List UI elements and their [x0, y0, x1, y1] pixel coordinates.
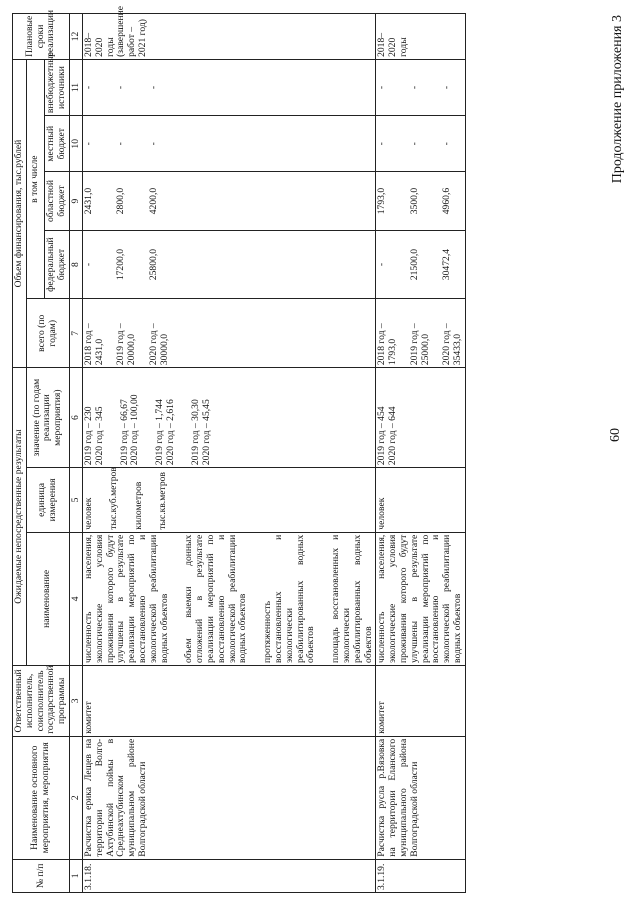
funding-extra: - - - [82, 59, 375, 115]
measure-name: Расчистка русла р.Вязовка на территории Еланского муниципального района Волгоградской области [376, 736, 465, 859]
funding-federal: - 17200,0 25800,0 [82, 230, 375, 299]
header-executor: Ответственный исполнитель, соисполнитель государственной программы [13, 665, 70, 736]
column-number-row [69, 14, 82, 893]
table-body [82, 5, 465, 893]
column-number: 12 [69, 14, 82, 60]
header-name: Наименование основного мероприятия, мероприятия [13, 736, 70, 859]
header-terms: Плановые сроки реализации [13, 14, 70, 60]
funding-total: 2018 год – 2431,0 2019 год – 20000,0 2020 год – 30000,0 [82, 299, 375, 368]
result-name: численность населения, экологические условия проживания которого будут улучшены в результате реализации мероприятий по восстановлению и экологической реабилитации водных объектов [82, 534, 170, 663]
header-result-name: наименование [26, 532, 69, 665]
result-value: 2019 год – 30,30 2020 год – 45,45 [189, 399, 212, 466]
result-unit: тыс.куб.метров [107, 467, 119, 530]
result-value: 2019 год – 454 2020 год – 644 [376, 406, 399, 466]
measure-name: Расчистка ерика Лещев на территории Волго-Ахтубинской поймы в Среднеахтубинском муниципальном районе Волгоградской области [82, 736, 375, 859]
result-unit-cell [82, 468, 375, 533]
column-number: 6 [69, 368, 82, 468]
header-extra: внебюджетные источники [45, 59, 70, 115]
header-federal: федеральный бюджет [45, 230, 70, 299]
header-unit: единица измерения [26, 468, 69, 533]
funding-local: - - - [376, 116, 465, 172]
result-value: 2019 год – 66,67 2020 год – 100,00 [118, 394, 141, 466]
result-name: площадь восстановленных и экологически реабилитированных водных объектов [330, 534, 374, 663]
result-value-cell [82, 368, 375, 468]
column-number: 7 [69, 299, 82, 368]
column-number: 10 [69, 116, 82, 172]
result-name: протяженность восстановленных и экологически реабилитированных водных объектов [262, 534, 317, 663]
row-number: 3.1.18. [82, 859, 375, 892]
column-number: 3 [69, 665, 82, 736]
result-unit: человек [376, 497, 388, 530]
column-number: 4 [69, 532, 82, 665]
header-total: всего (по годам) [26, 299, 69, 368]
funding-federal: - 21500,0 30472,4 [376, 230, 465, 299]
header-regional: областной бюджет [45, 172, 70, 230]
column-number: 1 [69, 859, 82, 892]
continuation-caption: Продолжение приложения 3 [610, 15, 625, 184]
funding-local: - - - [82, 116, 375, 172]
result-value: 2019 год – 1,744 2020 год – 2,616 [154, 399, 176, 466]
column-number: 11 [69, 59, 82, 115]
result-unit: человек [82, 497, 94, 530]
result-unit: километров [132, 481, 144, 530]
table-row [82, 14, 375, 893]
executor: комитет [376, 665, 465, 736]
result-unit: тыс.кв.метров [157, 472, 169, 530]
page-number: 60 [608, 428, 623, 442]
funding-regional: 2431,0 2800,0 4200,0 [82, 172, 375, 230]
result-value-cell [376, 368, 465, 468]
program-table [12, 5, 466, 893]
executor: комитет [82, 665, 375, 736]
row-number: 3.1.19. [376, 859, 465, 892]
funding-total: 2018 год – 1793,0 2019 год – 25000,0 2020 год – 35433,0 [376, 299, 465, 368]
planned-terms: 2018–2020 годы (завершение работ – 2021 год) [82, 14, 375, 60]
header-value: значение (по годам реализации мероприятия) [26, 368, 69, 468]
planned-terms: 2018–2020 годы [376, 14, 465, 60]
header-no: № п/п [13, 859, 70, 892]
funding-regional: 1793,0 3500,0 4960,6 [376, 172, 465, 230]
table-row [376, 14, 465, 893]
header-funding-group: Объем финансирования, тыс.рублей [13, 59, 27, 367]
result-value: 2019 год – 230 2020 год – 345 [82, 406, 105, 466]
header-local: местный бюджет [45, 116, 70, 172]
column-number: 8 [69, 230, 82, 299]
column-number: 9 [69, 172, 82, 230]
column-number: 5 [69, 468, 82, 533]
header-results-group: Ожидаемые непосредственные результаты [13, 368, 27, 666]
result-name-cell [82, 532, 375, 665]
result-name-cell [376, 532, 465, 665]
result-name: объем выемки донных отложений в результате реализации мероприятий по восстановлению и экологической реабилитации водных объектов [183, 534, 249, 663]
funding-extra: - - - [376, 59, 465, 115]
header-in-that: в том числе [26, 59, 45, 299]
result-unit-cell [376, 468, 465, 533]
column-number: 2 [69, 736, 82, 859]
result-name: численность населения, экологические условия проживания которого будут улучшены в результате реализации мероприятий по восстановлению и экологической реабилитации водных объектов [376, 534, 463, 663]
